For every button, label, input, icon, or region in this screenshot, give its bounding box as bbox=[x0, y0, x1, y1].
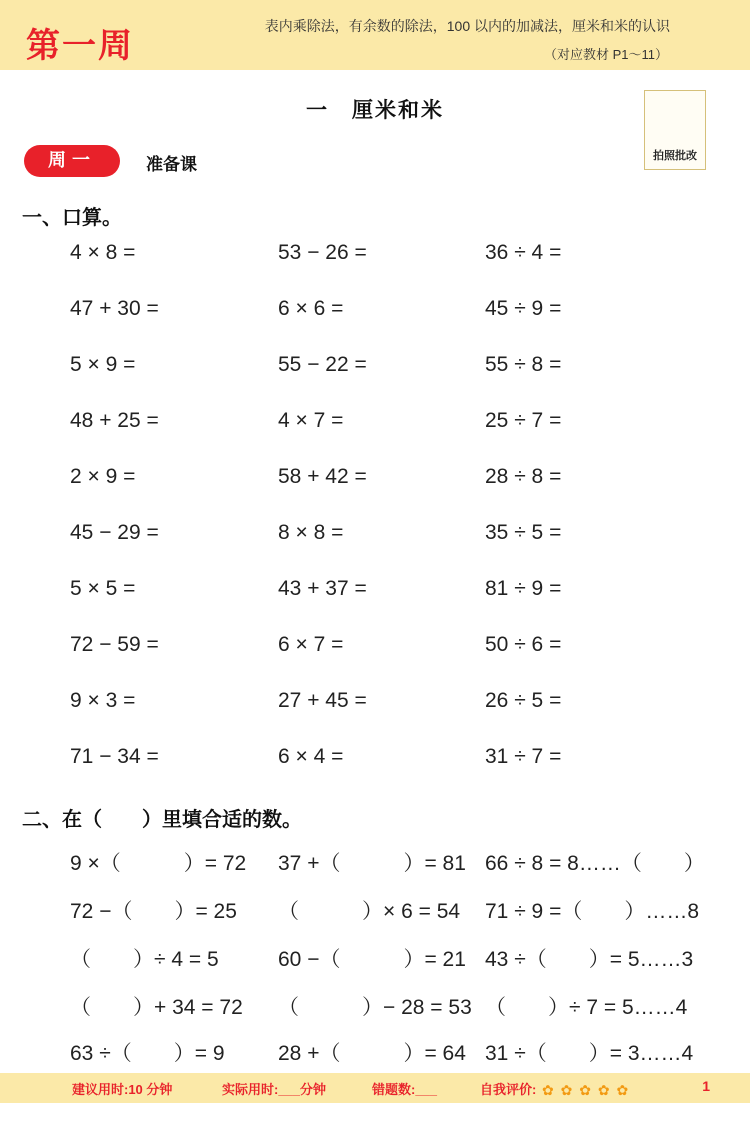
exercise: 45 ÷ 9 = bbox=[485, 297, 562, 320]
suggested-time: 建议用时:10 分钟 bbox=[72, 1082, 173, 1097]
exercise-row bbox=[70, 943, 750, 973]
exercise: 47 + 30 = bbox=[70, 297, 159, 320]
flower-star-icon[interactable]: ✿ bbox=[597, 1082, 610, 1099]
exercise-row bbox=[70, 241, 750, 271]
exercise-row bbox=[70, 633, 750, 663]
flower-star-icon[interactable]: ✿ bbox=[579, 1082, 591, 1099]
exercise: 31 ÷ 7 = bbox=[485, 745, 562, 768]
exercise: 26 ÷ 5 = bbox=[485, 689, 562, 712]
fill-blank-exercise[interactable]: （ ）÷ 7 = 5……4 bbox=[485, 996, 688, 1019]
flower-star-icon[interactable]: ✿ bbox=[541, 1082, 554, 1099]
fill-blank-exercise[interactable]: 31 ÷（ ）= 3……4 bbox=[485, 1042, 694, 1065]
fill-blank-exercise[interactable]: 71 ÷ 9 =（ ）……8 bbox=[485, 900, 700, 923]
exercise-row bbox=[70, 745, 750, 775]
fill-blank-exercise[interactable]: 60 −（ ）= 21 bbox=[278, 948, 466, 971]
exercise: 43 + 37 = bbox=[278, 577, 367, 600]
exercise-row bbox=[70, 1037, 750, 1067]
exercise-row bbox=[70, 521, 750, 551]
exercise: 8 × 8 = bbox=[278, 521, 344, 544]
exercise: 58 + 42 = bbox=[278, 465, 367, 488]
week-header bbox=[0, 0, 750, 70]
flower-star-icon[interactable]: ✿ bbox=[560, 1082, 573, 1099]
fill-blank-exercise[interactable]: （ ）÷ 4 = 5 bbox=[70, 948, 219, 971]
photo-grading-label: 拍照批改 bbox=[653, 150, 697, 162]
fill-blank-exercise[interactable]: 9 ×（ ）= 72 bbox=[70, 852, 247, 875]
exercise: 48 + 25 = bbox=[70, 409, 159, 432]
exercise: 2 × 9 = bbox=[70, 465, 136, 488]
self-rating bbox=[480, 1079, 631, 1098]
fill-blank-exercise[interactable]: 66 ÷ 8 = 8……（ ） bbox=[485, 852, 705, 875]
exercise: 4 × 7 = bbox=[278, 409, 344, 432]
exercise-row bbox=[70, 577, 750, 607]
exercise: 5 × 9 = bbox=[70, 353, 136, 376]
exercise: 35 ÷ 5 = bbox=[485, 521, 562, 544]
flower-star-icon[interactable]: ✿ bbox=[616, 1082, 629, 1099]
exercise-row bbox=[70, 847, 750, 877]
exercise: 72 − 59 = bbox=[70, 633, 159, 656]
exercise: 71 − 34 = bbox=[70, 745, 159, 768]
exercise-row bbox=[70, 465, 750, 495]
footer-bar bbox=[0, 1073, 750, 1103]
day-topic: 准备课 bbox=[146, 155, 197, 175]
fill-blank-exercise[interactable]: 72 −（ ）= 25 bbox=[70, 900, 237, 923]
fill-blank-exercise[interactable]: 28 +（ ）= 64 bbox=[278, 1042, 466, 1065]
section-title: 一 厘米和米 bbox=[306, 98, 444, 122]
exercise: 28 ÷ 8 = bbox=[485, 465, 562, 488]
question-2-heading: 二、在（ ）里填合适的数。 bbox=[22, 807, 302, 831]
exercise-row bbox=[70, 297, 750, 327]
actual-time-field[interactable]: 实际用时:___分钟 bbox=[222, 1082, 327, 1097]
fill-blank-exercise[interactable]: （ ）× 6 = 54 bbox=[278, 900, 461, 923]
exercise: 45 − 29 = bbox=[70, 521, 159, 544]
exercise: 6 × 7 = bbox=[278, 633, 344, 656]
fill-blank-exercise[interactable]: （ ）+ 34 = 72 bbox=[70, 996, 243, 1019]
error-count-field[interactable]: 错题数:___ bbox=[372, 1082, 438, 1097]
exercise-row bbox=[70, 991, 750, 1021]
photo-grading-box[interactable] bbox=[644, 90, 706, 170]
exercise: 9 × 3 = bbox=[70, 689, 136, 712]
fill-blank-exercise[interactable]: （ ）− 28 = 53 bbox=[278, 996, 472, 1019]
exercise-row bbox=[70, 353, 750, 383]
exercise: 36 ÷ 4 = bbox=[485, 241, 562, 264]
exercise: 6 × 6 = bbox=[278, 297, 344, 320]
exercise: 6 × 4 = bbox=[278, 745, 344, 768]
exercise: 53 − 26 = bbox=[278, 241, 367, 264]
exercise-row bbox=[70, 895, 750, 925]
week-title: 第一周 bbox=[26, 26, 134, 66]
exercise: 27 + 45 = bbox=[278, 689, 367, 712]
rating-stars bbox=[542, 1083, 632, 1098]
exercise: 55 − 22 = bbox=[278, 353, 367, 376]
fill-blank-exercise[interactable]: 63 ÷（ ）= 9 bbox=[70, 1042, 225, 1065]
exercise: 25 ÷ 7 = bbox=[485, 409, 562, 432]
exercise: 4 × 8 = bbox=[70, 241, 136, 264]
fill-blank-exercise[interactable]: 43 ÷（ ）= 5……3 bbox=[485, 948, 694, 971]
exercise-row bbox=[70, 689, 750, 719]
self-rating-label: 自我评价: bbox=[480, 1082, 537, 1097]
day-badge: 周一 bbox=[24, 145, 120, 177]
page-number: 1 bbox=[702, 1078, 710, 1094]
textbook-reference: （对应教材 P1～11） bbox=[543, 47, 668, 62]
exercise: 55 ÷ 8 = bbox=[485, 353, 562, 376]
exercise: 81 ÷ 9 = bbox=[485, 577, 562, 600]
fill-blank-exercise[interactable]: 37 +（ ）= 81 bbox=[278, 852, 466, 875]
exercise: 50 ÷ 6 = bbox=[485, 633, 562, 656]
exercise-row bbox=[70, 409, 750, 439]
exercise: 5 × 5 = bbox=[70, 577, 136, 600]
topics-description: 表内乘除法，有余数的除法，100 以内的加减法，厘米和米的认识 bbox=[264, 18, 670, 34]
question-1-heading: 一、口算。 bbox=[22, 205, 122, 229]
